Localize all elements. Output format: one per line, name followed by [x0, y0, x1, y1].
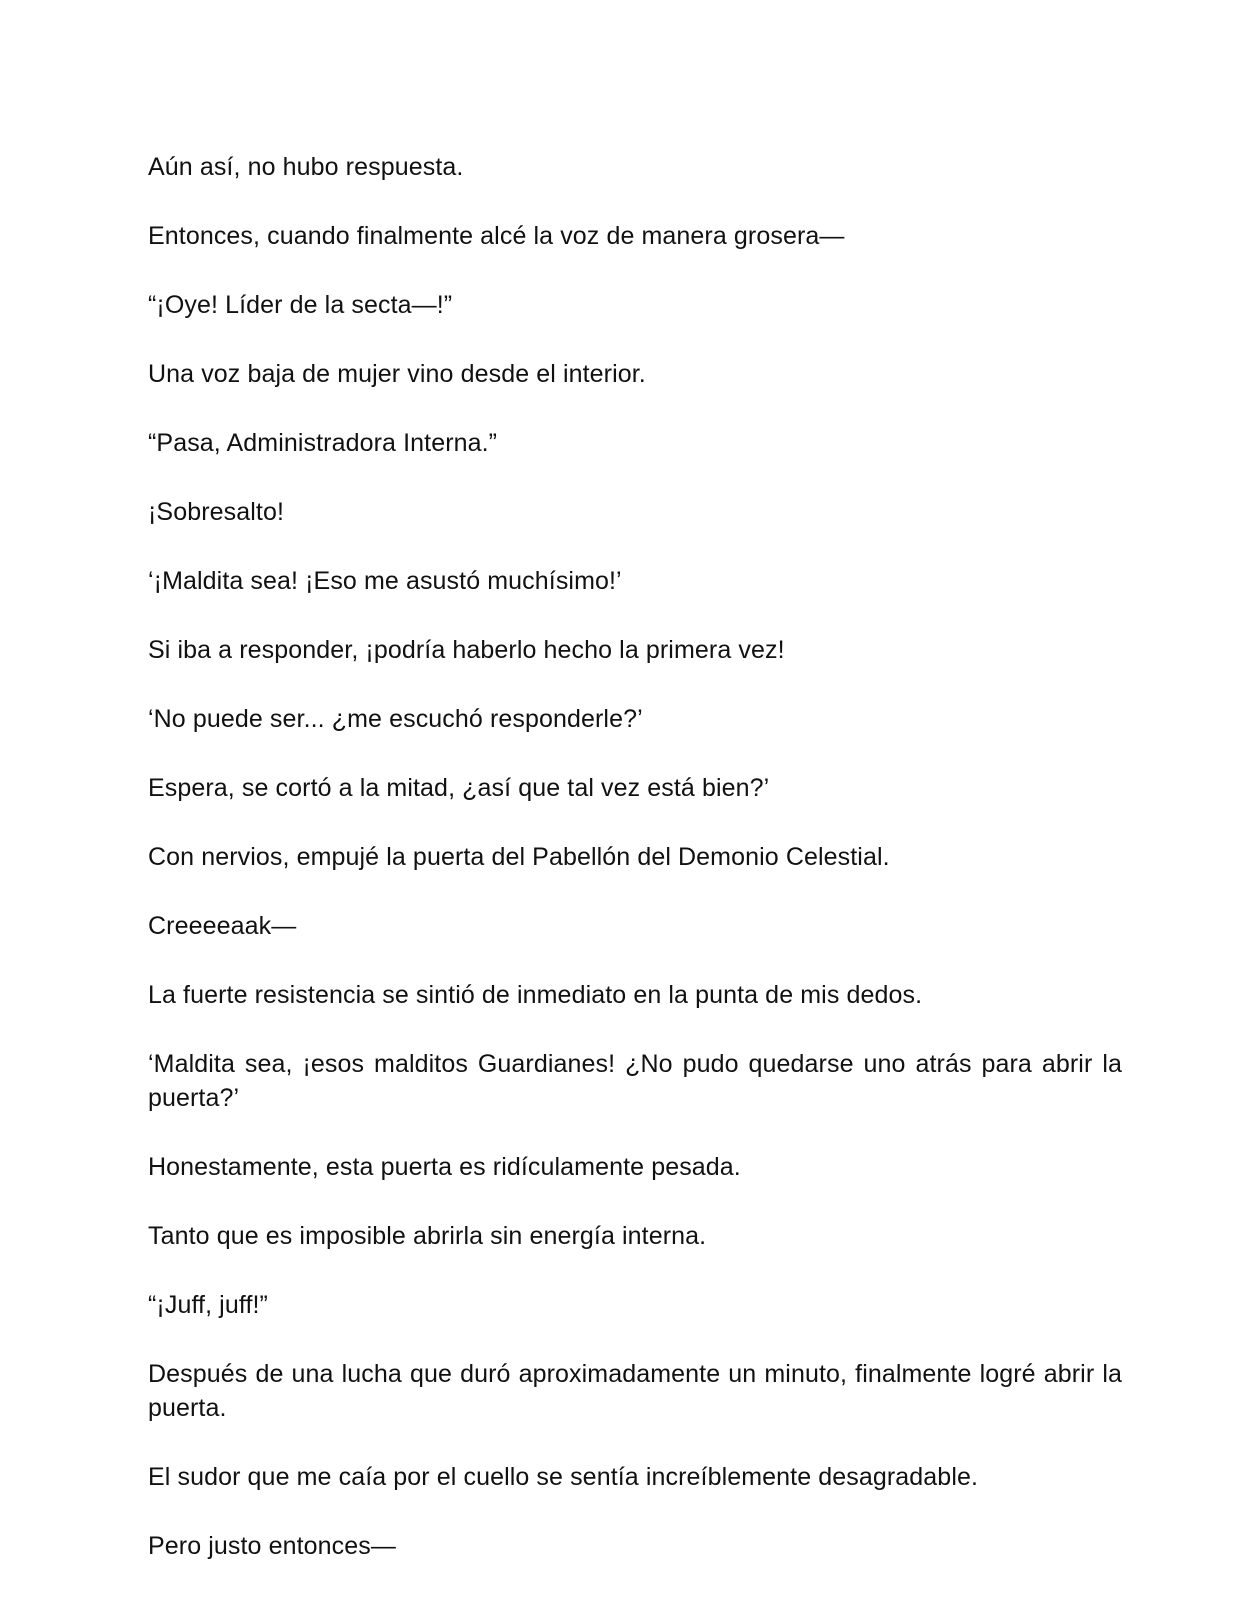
paragraph: Tanto que es imposible abrirla sin energía interna. [148, 1222, 707, 1250]
paragraph: Después de una lucha que duró aproximadamente un minuto, finalmente logré abrir la puerta. [148, 1360, 1122, 1422]
paragraph: “¡Oye! Líder de la secta—!” [148, 291, 453, 319]
paragraph: Una voz baja de mujer vino desde el interior. [148, 360, 646, 388]
paragraph: “¡Juff, juff!” [148, 1291, 268, 1319]
paragraph: Aún así, no hubo respuesta. [148, 153, 464, 181]
paragraph: ‘¡Maldita sea! ¡Eso me asustó muchísimo!’ [148, 567, 622, 595]
paragraph: “Pasa, Administradora Interna.” [148, 429, 498, 457]
paragraph: Creeeeaak— [148, 912, 297, 940]
paragraph: Si iba a responder, ¡podría haberlo hecho la primera vez! [148, 636, 785, 664]
paragraph: Pero justo entonces— [148, 1532, 396, 1560]
paragraph: ‘No puede ser... ¿me escuchó responderle?’ [148, 705, 643, 733]
paragraph: Espera, se cortó a la mitad, ¿así que tal vez está bien?’ [148, 774, 770, 802]
paragraph: El sudor que me caía por el cuello se sentía increíblemente desagradable. [148, 1463, 979, 1491]
paragraph: Con nervios, empujé la puerta del Pabellón del Demonio Celestial. [148, 843, 890, 871]
paragraph: Entonces, cuando finalmente alcé la voz de manera grosera— [148, 222, 845, 250]
paragraph: ‘Maldita sea, ¡esos malditos Guardianes! ¿No pudo quedarse uno atrás para abrir la puerta?’ [148, 1050, 1122, 1112]
paragraph: ¡Sobresalto! [148, 498, 284, 526]
paragraph: La fuerte resistencia se sintió de inmediato en la punta de mis dedos. [148, 981, 923, 1009]
text-column [148, 150, 1122, 1598]
paragraph: Honestamente, esta puerta es ridículamente pesada. [148, 1153, 741, 1181]
